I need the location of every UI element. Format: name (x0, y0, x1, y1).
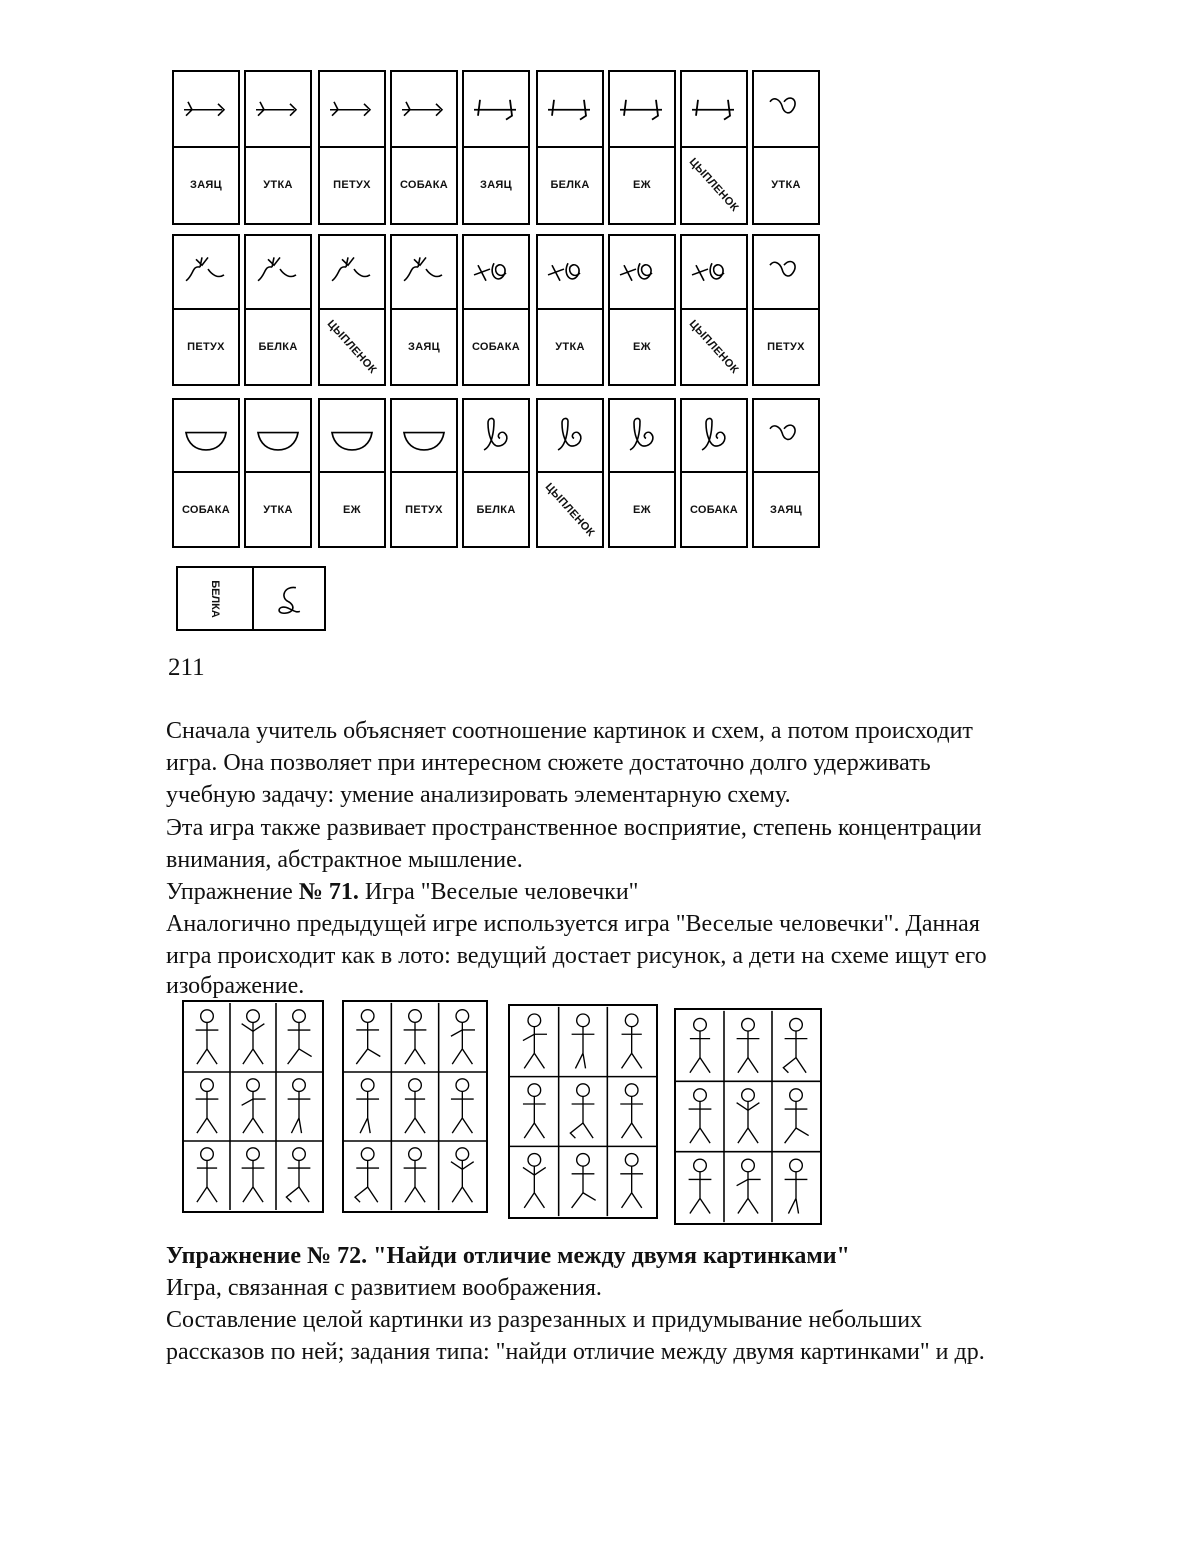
paragraph-line: Игра, связанная с развитием воображения. (166, 1275, 602, 1301)
scheme-card (172, 234, 240, 386)
stick-figure-icon (785, 1089, 809, 1143)
scheme-bowl-icon (174, 400, 238, 471)
scheme-dash-icon (682, 72, 746, 146)
scheme-card (318, 70, 386, 225)
scheme-letter-icon (610, 400, 674, 471)
scheme-card (608, 234, 676, 386)
stick-figure-icon (356, 1079, 379, 1133)
stick-figure-icon (620, 1084, 643, 1138)
scheme-card (608, 70, 676, 225)
scheme-card (318, 234, 386, 386)
stick-figure-icon (622, 1014, 642, 1068)
scheme-arrow-icon (392, 72, 456, 146)
paragraph-line: изображение. (166, 973, 305, 999)
card-label: ЦЫПЛЕНОК (687, 317, 742, 377)
stick-figure-icon (451, 1079, 474, 1133)
stick-figure-icon (689, 1089, 712, 1143)
scheme-card (462, 70, 530, 225)
scheme-card (172, 70, 240, 225)
stick-figure-icon (404, 1148, 427, 1202)
card-label: СОБАКА (181, 503, 231, 516)
scheme-card (244, 398, 312, 548)
scheme-arrow-icon (174, 72, 238, 146)
paragraph-line: внимания, абстрактное мышление. (166, 847, 523, 873)
card-label: СОБАКА (471, 341, 521, 353)
scheme-card (390, 234, 458, 386)
stick-figure-icon (196, 1079, 219, 1133)
stick-figure-icon (242, 1079, 266, 1133)
card-label: ПЕТУХ (333, 179, 371, 192)
stick-figure-icon (197, 1148, 217, 1202)
card-label: ЕЖ (633, 341, 651, 353)
card-label: ЗАЯЦ (190, 179, 222, 192)
scheme-loop-icon (754, 72, 818, 146)
scheme-dash-icon (464, 72, 528, 146)
scheme-card (172, 398, 240, 548)
stick-figure-icon (737, 1018, 760, 1072)
scheme-card (752, 234, 820, 386)
card-label: ПЕТУХ (405, 503, 443, 516)
stick-figure-icon (572, 1154, 596, 1208)
scheme-dash-icon (538, 72, 602, 146)
page-number: 211 (168, 654, 205, 681)
scheme-arrow-icon (246, 72, 310, 146)
card-label: ПЕТУХ (187, 341, 225, 353)
scheme-bloom-icon (538, 236, 602, 308)
stick-figure-grid-4 (674, 1008, 822, 1225)
stick-figure-icon (196, 1010, 219, 1064)
scheme-card (390, 398, 458, 548)
single-card (176, 566, 326, 631)
stick-figure-grid-1 (182, 1000, 324, 1213)
scheme-letter-icon (538, 400, 602, 471)
stick-figure-icon (523, 1154, 546, 1208)
card-label: ЗАЯЦ (480, 179, 512, 192)
paragraph-line: Аналогично предыдущей игре используется игра "Веселые человечки". Данная (166, 911, 980, 937)
scheme-arrow-icon (320, 72, 384, 146)
card-label: БЕЛКА (550, 179, 590, 192)
stick-figure-icon (356, 1010, 380, 1064)
stick-figure-icon (689, 1159, 712, 1213)
stick-figure-icon (737, 1089, 760, 1143)
scheme-bloom-icon (682, 236, 746, 308)
stick-figure-icon (572, 1014, 595, 1068)
scheme-card (244, 70, 312, 225)
paragraph-line: учебную задачу: умение анализировать элементарную схему. (166, 782, 791, 808)
card-label: ЕЖ (343, 503, 361, 516)
scheme-chick-icon (320, 236, 384, 308)
scheme-loop-icon (754, 236, 818, 308)
stick-figure-icon (242, 1010, 265, 1064)
scheme-card (462, 398, 530, 548)
scheme-bowl-icon (392, 400, 456, 471)
scheme-card (536, 398, 604, 548)
stick-figure-icon (620, 1154, 643, 1208)
card-label: УТКА (771, 179, 801, 192)
card-label: БЕЛКА (258, 341, 298, 353)
scheme-card (244, 234, 312, 386)
card-label: ЕЖ (633, 179, 651, 192)
card-label: ЕЖ (633, 503, 651, 516)
paragraph-line: игра происходит как в лото: ведущий достает рисунок, а дети на схеме ищут его (166, 943, 987, 969)
stick-figure-icon (242, 1148, 265, 1202)
stick-figure-icon (785, 1159, 808, 1213)
stick-figure-icon (355, 1148, 379, 1202)
stick-figure-icon (288, 1079, 311, 1133)
stick-figure-icon (690, 1018, 710, 1072)
card-label: УТКА (263, 503, 293, 516)
stick-figure-icon (451, 1148, 474, 1202)
exercise-72-heading: Упражнение № 72. "Найди отличие между двумя картинками" (166, 1243, 850, 1269)
card-label: ЗАЯЦ (408, 341, 440, 353)
card-label: УТКА (555, 341, 585, 353)
card-label: ЦЫПЛЕНОК (325, 317, 380, 377)
scheme-card (318, 398, 386, 548)
scheme-card (680, 234, 748, 386)
scheme-chick-icon (246, 236, 310, 308)
stick-figure-icon (523, 1014, 547, 1068)
exercise-71-heading: Упражнение № 71. Игра "Веселые человечки" (166, 879, 639, 905)
scheme-chick-icon (174, 236, 238, 308)
scheme-loop-icon (754, 400, 818, 471)
scheme-card (390, 70, 458, 225)
scheme-card (536, 234, 604, 386)
stick-figure-icon (405, 1079, 425, 1133)
stick-figure-icon (783, 1018, 807, 1072)
card-label: БЕЛКА (209, 579, 221, 618)
paragraph-line: Составление целой картинки из разрезанных и придумывание небольших (166, 1307, 923, 1333)
card-label: ЦЫПЛЕНОК (543, 480, 598, 539)
scheme-card (608, 398, 676, 548)
scheme-dash-icon (610, 72, 674, 146)
scheme-bloom-icon (610, 236, 674, 308)
scheme-card (752, 398, 820, 548)
stick-figure-icon (451, 1010, 475, 1064)
scheme-bowl-icon (320, 400, 384, 471)
scheme-letter-icon (682, 400, 746, 471)
scheme-letter-icon (464, 400, 528, 471)
scheme-card (462, 234, 530, 386)
card-label: УТКА (263, 179, 293, 192)
scheme-chick-icon (392, 236, 456, 308)
card-label: ЗАЯЦ (770, 503, 802, 516)
paragraph-line: игра. Она позволяет при интересном сюжете достаточно долго удерживать (166, 750, 931, 776)
stick-figure-icon (737, 1159, 761, 1213)
scheme-squiggle-icon (254, 568, 326, 629)
paragraph-line: рассказов по ней; задания типа: "найди отличие между двумя картинками" и др. (166, 1339, 985, 1365)
card-label: ПЕТУХ (767, 341, 805, 353)
scheme-bloom-icon (464, 236, 528, 308)
stick-figure-icon (286, 1148, 310, 1202)
stick-figure-icon (523, 1084, 546, 1138)
stick-figure-grid-2 (342, 1000, 488, 1213)
stick-figure-icon (404, 1010, 427, 1064)
scheme-bowl-icon (246, 400, 310, 471)
scheme-card (752, 70, 820, 225)
card-label: ЦЫПЛЕНОК (687, 156, 742, 215)
stick-figure-icon (570, 1084, 594, 1138)
card-label: СОБАКА (689, 503, 739, 516)
stick-figure-grid-3 (508, 1004, 658, 1219)
paragraph-line: Эта игра также развивает пространственное восприятие, степень концентрации (166, 815, 982, 841)
paragraph-line: Сначала учитель объясняет соотношение картинок и схем, а потом происходит (166, 718, 973, 744)
card-label: БЕЛКА (476, 503, 516, 516)
stick-figure-icon (288, 1010, 312, 1064)
scheme-card (680, 398, 748, 548)
card-label: СОБАКА (399, 179, 449, 192)
scheme-card (680, 70, 748, 225)
scheme-card (536, 70, 604, 225)
